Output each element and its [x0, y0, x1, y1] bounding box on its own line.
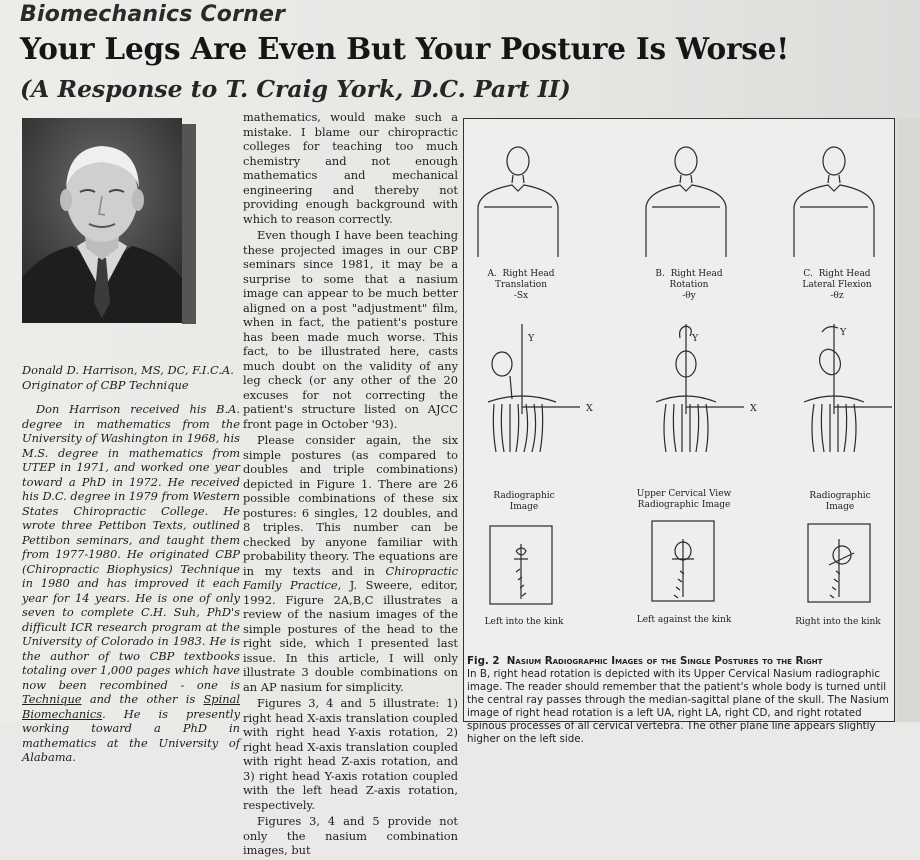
article-headline: Your Legs Are Even But Your Posture Is Worse!	[20, 31, 790, 66]
photo-shadow	[182, 124, 196, 324]
axis-y-label-b: Y	[692, 333, 699, 344]
author-name: Donald D. Harrison, MS, DC, F.I.C.A.	[22, 363, 234, 377]
panel-c-kink-label: Right into the kink	[795, 617, 881, 627]
caption-title: Fig. 2 Nasium Radiographic Images of the Single Postures to the Right	[467, 655, 823, 667]
book-title-chiropractic-family-practice: Chiropractic Family Practice	[243, 563, 458, 592]
body-paragraph: Even though I have been teaching these projected images in our CBP seminars since 1981, it may be a surprise to some that a nasium image can appear to be much better aligned on a post "adjustment" film, when in fact, the patient's posture has been made much worse. This fact, to be illustrated here, casts much doubt on the validity of any leg check (or any other of the 20 excuses for not correcting the patient's structure listed on AJCC front page in October '93).	[243, 228, 458, 431]
bio-paragraph: Don Harrison received his B.A. degree in mathematics from the University of Washington in 1968, his M.S. degree in mathematics from UTEP in 1971, and worked one year toward a PhD in 1972. He received his D.C. degree in 1979 from Western States Chiropractic College. He wrote three Pettibon Texts, outlined Pettibon seminars, and taught them from 1977-1980. He originated CBP (Chiropractic Biophysics) Technique in 1980 and has improved it each year for 14 years. He is one of only seven to complete C.H. Suh, PhD's difficult ICR research program at the University of Colorado in 1983. He is the author of two CBP textbooks totaling over 1,000 pages which have now been recombined - one is Technique and the other is Spinal Biomechanics. He is presently working toward a PhD in mathematics at the University of Alabama.	[22, 402, 240, 764]
body-paragraph: Figures 3, 4 and 5 illustrate: 1) right head X-axis translation coupled with right head Y-axis rotation, 2) right head X-axis translation coupled with right head Z-axis rotation, and 3) right head Y-axis rotation coupled with the left head Z-axis rotation, respectively.	[243, 696, 458, 812]
panel-c-title: C. Right Head Lateral Flexion -θz	[802, 269, 872, 301]
panel-a-title: A. Right Head Translation -Sx	[487, 269, 555, 301]
panel-b-title: B. Right Head Rotation -θy	[655, 269, 723, 301]
body-paragraph: mathematics, would make such a mistake. I blame our chiropractic colleges for teaching too much chemistry and not enough mathematics and mechanical engineering and thereby not providing enough background with which to reason correctly.	[243, 110, 458, 226]
article-body-column	[243, 110, 458, 860]
panel-c-image-label: Radiographic Image	[809, 491, 871, 512]
axis-y-label-c: Y	[840, 327, 847, 338]
article-subhead: (A Response to T. Craig York, D.C. Part II)	[20, 75, 571, 103]
figure-2-illustration	[464, 119, 894, 654]
author-photo	[22, 118, 182, 323]
panel-b-image-label: Upper Cervical View Radiographic Image	[636, 489, 732, 510]
figure-2-caption	[467, 655, 892, 746]
person-c-drawing	[794, 147, 874, 257]
caption-text: In B, right head rotation is depicted with its Upper Cervical Nasium radiographic image. The reader should remember that the patient's whole body is turned until the central ray passes through the median-sagittal plane of the skull. The Nasium image of right head rotation is a left UA, right LA, right CD, and right rotated spinous processes of all cervical vertebra. The other plane line appears slightly higher on the left side.	[467, 668, 889, 745]
figure-2-box	[463, 118, 895, 722]
adjacent-page-edge	[897, 118, 920, 722]
section-kicker: Biomechanics Corner	[20, 2, 286, 27]
skeleton-c-drawing	[804, 324, 892, 452]
person-a-drawing	[478, 147, 558, 257]
book-title-spinal-biomechanics: Spinal Biomechanics	[22, 692, 240, 721]
axis-y-label-a: Y	[528, 333, 535, 344]
person-b-drawing	[646, 147, 726, 257]
author-role: Originator of CBP Technique	[22, 378, 189, 392]
panel-a-image-label: Radiographic Image	[493, 491, 555, 512]
author-bio	[22, 402, 240, 765]
body-paragraph: Please consider again, the six simple postures (as compared to doubles and triple combinations) depicted in Figure 1. There are 26 possible combinations of these six postures: 6 singles, 12 doubles, and 8 triples. This number can be checked by anyone familiar with probability theory. The equations are in my texts and in Chiropractic Family Practice, J. Sweere, editor, 1992. Figure 2A,B,C illustrates a review of the nasium images of the simple postures of the head to the right side, which I presented last issue. In this article, I will only illustrate 3 double combinations on an AP nasium for simplicity.	[243, 433, 458, 694]
author-byline	[22, 363, 237, 393]
author-portrait-image	[22, 118, 182, 323]
book-title-technique: Technique	[22, 692, 82, 706]
skeleton-b-drawing	[656, 324, 744, 452]
body-paragraph: Figures 3, 4 and 5 provide not only the nasium combination images, but	[243, 814, 458, 857]
axis-x-label-a: X	[586, 403, 593, 414]
panel-a-kink-label: Left into the kink	[484, 617, 564, 627]
axis-x-label-b: X	[750, 403, 757, 414]
panel-b-kink-label: Left against the kink	[636, 615, 732, 625]
